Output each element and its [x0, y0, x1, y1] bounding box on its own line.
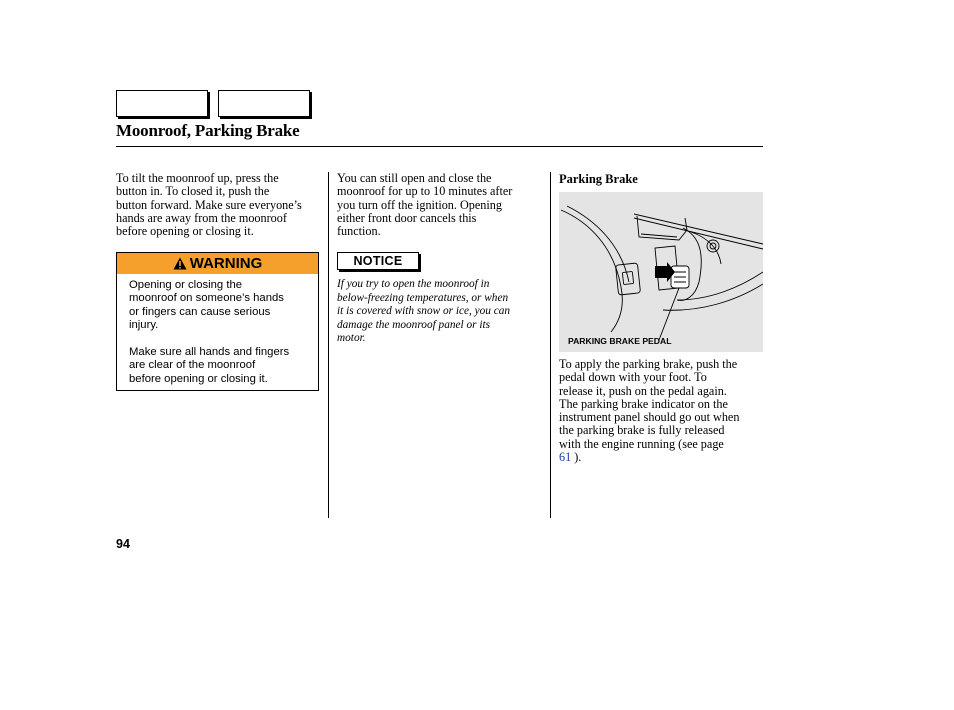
nav-tab-box-1[interactable]: [116, 90, 208, 117]
parking-brake-paragraph: [559, 358, 764, 464]
warning-header: [117, 253, 318, 274]
warning-paragraph-2: Make sure all hands and fingers are clear of the moonroof before opening or closing it.: [129, 346, 290, 385]
figure-caption: PARKING BRAKE PEDAL: [568, 336, 672, 346]
parking-brake-paragraph-text: To apply the parking brake, push the pedal down with your foot. To release it, push on the pedal again. The parking brake indicator on the instrument panel should go out when the parking brake is fully released with the engine running (see page: [559, 357, 740, 451]
notice-label: NOTICE: [353, 254, 403, 268]
nav-tab-box-2[interactable]: [218, 90, 310, 117]
warning-triangle-icon: [173, 257, 187, 270]
title-divider: [116, 146, 763, 147]
column-divider-1: [328, 172, 329, 518]
parking-brake-heading: Parking Brake: [559, 172, 638, 186]
page-title: Moonroof, Parking Brake: [116, 121, 300, 140]
warning-label: WARNING: [189, 255, 263, 272]
column-divider-2: [550, 172, 551, 518]
parking-brake-illustration: [559, 192, 763, 352]
parking-brake-figure: [559, 192, 763, 352]
moonroof-tilt-paragraph: To tilt the moonroof up, press the button in. To closed it, push the button forward. Make sure everyone’s hands are away from the moonroof before opening or closing it.: [116, 171, 302, 239]
page-reference-link[interactable]: 61: [559, 450, 572, 465]
notice-label-box: [337, 252, 419, 270]
warning-paragraph-1: Opening or closing the moonroof on someone’s hands or fingers can cause serious injury.: [129, 279, 284, 331]
page-number: 94: [116, 537, 130, 551]
moonroof-timer-paragraph: You can still open and close the moonroof for up to 10 minutes after you turn off the ignition. Opening either front door cancels this function.: [337, 171, 513, 239]
warning-box: [116, 252, 319, 391]
parking-brake-paragraph-end: ).: [571, 450, 582, 465]
notice-text: If you try to open the moonroof in below-freezing temperatures, or when it is covered with snow or ice, you can damage the moonroof panel or its motor.: [337, 278, 511, 344]
